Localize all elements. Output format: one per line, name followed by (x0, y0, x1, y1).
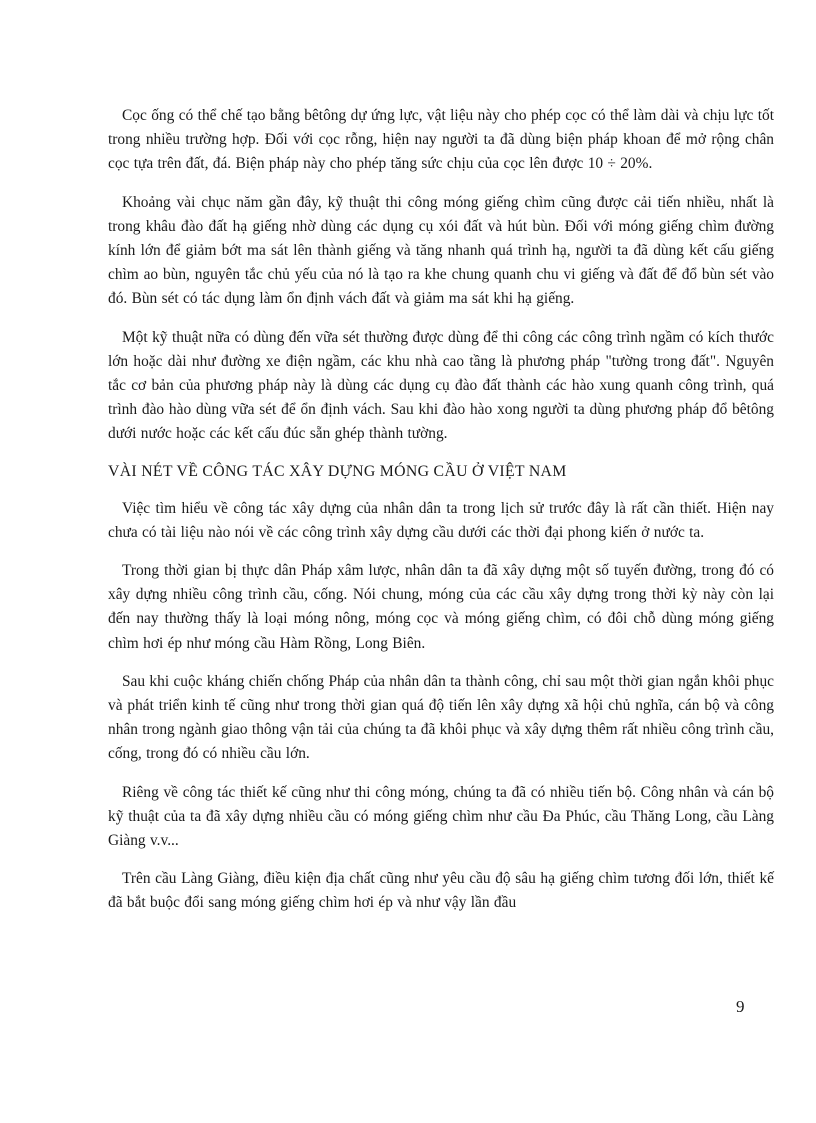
paragraph: Khoảng vài chục năm gần đây, kỹ thuật thi công móng giếng chìm cũng được cải tiến nhiều, nhất là trong khâu đào đất hạ giếng nhờ dùng các dụng cụ xói đất và hút bùn. Đối với móng giếng chìm đường kính lớn để giảm bớt ma sát lên thành giếng và tăng nhanh quá trình hạ, người ta đã dùng kết cấu giếng chìm ao bùn, nguyên tắc chủ yếu của nó là tạo ra khe chung quanh chu vi giếng và đất để đổ bùn sét vào đó. Bùn sét có tác dụng làm ổn định vách đất và giảm ma sát khi hạ giếng. (108, 193, 774, 308)
paragraph: Một kỹ thuật nữa có dùng đến vữa sét thường được dùng để thi công các công trình ngầm có kích thước lớn hoặc dài như đường xe điện ngầm, các khu nhà cao tầng là phương pháp "tường trong đất". Nguyên tắc cơ bản của phương pháp này là dùng các dụng cụ đào đất thành các hào xung quanh công trình, quá trình đào hào dùng vữa sét để ổn định vách. Sau khi đào hào xong người ta dùng phương pháp đổ bêtông dưới nước hoặc các kết cấu đúc sẵn ghép thành tường. (108, 328, 774, 443)
paragraph: Riêng về công tác thiết kế cũng như thi công móng, chúng ta đã có nhiều tiến bộ. Công nhân và cán bộ kỹ thuật của ta đã xây dựng nhiều cầu có móng giếng chìm như cầu Đa Phúc, cầu Thăng Long, cầu Làng Giàng v.v... (108, 783, 774, 850)
page-number: 9 (736, 997, 745, 1016)
section-heading: VÀI NÉT VỀ CÔNG TÁC XÂY DỰNG MÓNG CẦU Ở VIỆT NAM (108, 462, 567, 480)
paragraph: Việc tìm hiểu về công tác xây dựng của nhân dân ta trong lịch sử trước đây là rất cần thiết. Hiện nay chưa có tài liệu nào nói về các công trình xây dựng cầu dưới các thời đại phong kiến ở nước ta. (108, 499, 774, 541)
page-content (108, 104, 774, 930)
paragraph: Cọc ống có thể chế tạo bằng bêtông dự ứng lực, vật liệu này cho phép cọc có thể làm dài và chịu lực tốt trong nhiều trường hợp. Đối với cọc rỗng, hiện nay người ta đã dùng biện pháp khoan để mở rộng chân cọc tựa trên đất, đá. Biện pháp này cho phép tăng sức chịu của cọc lên được 10 ÷ 20%. (108, 107, 774, 173)
paragraph: Trên cầu Làng Giàng, điều kiện địa chất cũng như yêu cầu độ sâu hạ giếng chìm tương đối lớn, thiết kế đã bắt buộc đổi sang móng giếng chìm hơi ép và như vậy lần đầu (108, 870, 774, 912)
paragraph: Sau khi cuộc kháng chiến chống Pháp của nhân dân ta thành công, chỉ sau một thời gian ngắn khôi phục và phát triển kinh tế cũng như trong thời gian quá độ tiến lên xây dựng xã hội chủ nghĩa, cán bộ và công nhân trong ngành giao thông vận tải của chúng ta đã khôi phục và xây dựng thêm rất nhiều công trình cầu, cống, trong đó có nhiều cầu lớn. (108, 672, 774, 763)
paragraph: Trong thời gian bị thực dân Pháp xâm lược, nhân dân ta đã xây dựng một số tuyến đường, trong đó có xây dựng nhiều công trình cầu, cống. Nói chung, móng của các cầu xây dựng trong thời kỳ này còn lại đến nay thường thấy là loại móng nông, móng cọc và móng giếng chìm, có đôi chỗ dùng móng giếng chìm hơi ép như móng cầu Hàm Rồng, Long Biên. (108, 562, 774, 652)
